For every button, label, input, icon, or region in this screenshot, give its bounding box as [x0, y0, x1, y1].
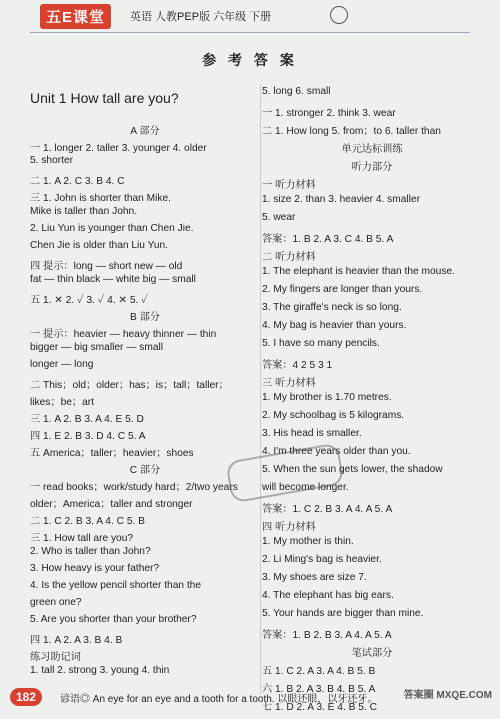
- left-line: 五 America；taller；heavier；shoes: [30, 448, 194, 459]
- book-subtitle: 英语 人教PEP版 六年级 下册: [130, 11, 272, 23]
- left-line: 四 1. E 2. B 3. D 4. C 5. A: [30, 431, 146, 442]
- right-line: 1. The elephant is heavier than the mouse.: [262, 266, 455, 277]
- right-line: 1. My brother is 1.70 metres.: [262, 392, 392, 403]
- right-line: will become longer.: [262, 482, 349, 493]
- left-line: 3. How heavy is your father?: [30, 563, 160, 574]
- left-line: Unit 1 How tall are you?: [30, 90, 179, 106]
- right-line: 5. When the sun gets lower, the shadow: [262, 464, 443, 475]
- brand-logo: 五E课堂: [40, 4, 111, 29]
- header-rule: [30, 32, 470, 33]
- right-line: 五 1. C 2. A 3. A 4. B 5. B: [262, 666, 376, 677]
- right-line: 六 1. B 2. A 3. B 4. B 5. A: [262, 684, 376, 695]
- right-line: 答案：1. B 2. A 3. C 4. B 5. A: [262, 234, 394, 245]
- page-footer: [0, 682, 500, 719]
- left-line: Mike is taller than John.: [30, 206, 138, 217]
- left-line: 2. Who is taller than John?: [30, 546, 151, 557]
- left-line: 二 This；old；older；has；is；tall；taller；: [30, 380, 229, 391]
- left-line: 一 read books；work/study hard；2/two years: [30, 482, 238, 493]
- right-line: 二 听力材料: [262, 252, 316, 263]
- right-line: 三 听力材料: [262, 378, 316, 389]
- left-line: 5. shorter: [30, 155, 74, 166]
- left-line: 一 提示：heavier — heavy thinner — thin: [30, 329, 217, 340]
- left-line: 练习助记词: [30, 652, 81, 663]
- right-line: 5. Your hands are bigger than mine.: [262, 608, 424, 619]
- left-line: 三 1. John is shorter than Mike.: [30, 193, 171, 204]
- left-line: B 部分: [129, 312, 160, 323]
- right-line: 笔试部分: [351, 648, 393, 659]
- right-line: 5. wear: [262, 212, 296, 223]
- right-line: 四 听力材料: [262, 522, 316, 533]
- proverb-text: 谚语◎ An eye for an eye and a tooth for a tooth. 以眼还眼，以牙还牙。: [60, 694, 378, 705]
- left-line: likes；be；art: [30, 397, 94, 408]
- right-line: 一 听力材料: [262, 180, 316, 191]
- right-line: 3. The giraffe's neck is so long.: [262, 302, 402, 313]
- right-line: 4. I'm three years older than you.: [262, 446, 411, 457]
- right-line: 听力部分: [351, 162, 393, 173]
- right-line: 3. My shoes are size 7.: [262, 572, 367, 583]
- watermark: 答案圈 MXQE.COM: [403, 690, 492, 701]
- right-line: 二 1. How long 5. from；to 6. taller than: [262, 126, 441, 137]
- left-line: 三 1. How tall are you?: [30, 533, 134, 544]
- right-line: 4. The elephant has big ears.: [262, 590, 394, 601]
- left-line: 三 1. A 2. B 3. A 4. E 5. D: [30, 414, 144, 425]
- right-line: 1. My mother is thin.: [262, 536, 354, 547]
- right-line: 3. His head is smaller.: [262, 428, 362, 439]
- left-line: Chen Jie is older than Liu Yun.: [30, 240, 169, 251]
- left-line: C 部分: [129, 465, 161, 476]
- left-line: A 部分: [130, 126, 160, 137]
- right-line: 一 1. stronger 2. think 3. wear: [262, 108, 396, 119]
- left-line: 二 1. C 2. B 3. A 4. C 5. B: [30, 516, 145, 527]
- right-line: 2. My fingers are longer than yours.: [262, 284, 423, 295]
- left-line: 5. Are you shorter than your brother?: [30, 614, 197, 625]
- left-line: 1. tall 2. strong 3. young 4. thin: [30, 665, 170, 676]
- left-line: older；America；taller and stronger: [30, 499, 193, 510]
- page-number: 182: [10, 688, 42, 706]
- right-line: 5. I have so many pencils.: [262, 338, 380, 349]
- left-line: bigger — big smaller — small: [30, 342, 164, 353]
- decorative-swirl-icon: [330, 6, 348, 24]
- left-line: fat — thin black — white big — small: [30, 274, 196, 285]
- left-line: 四 1. A 2. A 3. B 4. B: [30, 635, 123, 646]
- left-line: 五 1. ✕ 2. ✓ 3. ✓ 4. ✕ 5. ✓: [30, 295, 148, 306]
- left-line: longer — long: [30, 359, 94, 370]
- right-line: 2. Li Ming's bag is heavier.: [262, 554, 382, 565]
- right-line: 1. size 2. than 3. heavier 4. smaller: [262, 194, 420, 205]
- page-header: [0, 0, 500, 40]
- right-line: 七 1. D 2. A 3. E 4. B 5. C: [262, 702, 377, 713]
- left-line: 2. Liu Yun is younger than Chen Jie.: [30, 223, 194, 234]
- left-line: 一 1. longer 2. taller 3. younger 4. older: [30, 143, 207, 154]
- right-line: 4. My bag is heavier than yours.: [262, 320, 407, 331]
- right-line: 单元达标训练: [341, 144, 403, 155]
- left-line: green one?: [30, 597, 82, 608]
- column-divider: [260, 84, 261, 694]
- handwritten-stamp: [225, 442, 345, 503]
- right-line: 2. My schoolbag is 5 kilograms.: [262, 410, 405, 421]
- right-line: 答案：4 2 5 3 1: [262, 360, 333, 371]
- page-title: 参 考 答 案: [202, 52, 298, 68]
- right-line: 答案：1. C 2. B 3. A 4. A 5. A: [262, 504, 393, 515]
- left-line: 四 提示：long — short new — old: [30, 261, 183, 272]
- left-line: 4. Is the yellow pencil shorter than the: [30, 580, 202, 591]
- right-line: 5. long 6. small: [262, 86, 331, 97]
- right-line: 答案：1. B 2. B 3. A 4. A 5. A: [262, 630, 392, 641]
- left-line: 二 1. A 2. C 3. B 4. C: [30, 176, 125, 187]
